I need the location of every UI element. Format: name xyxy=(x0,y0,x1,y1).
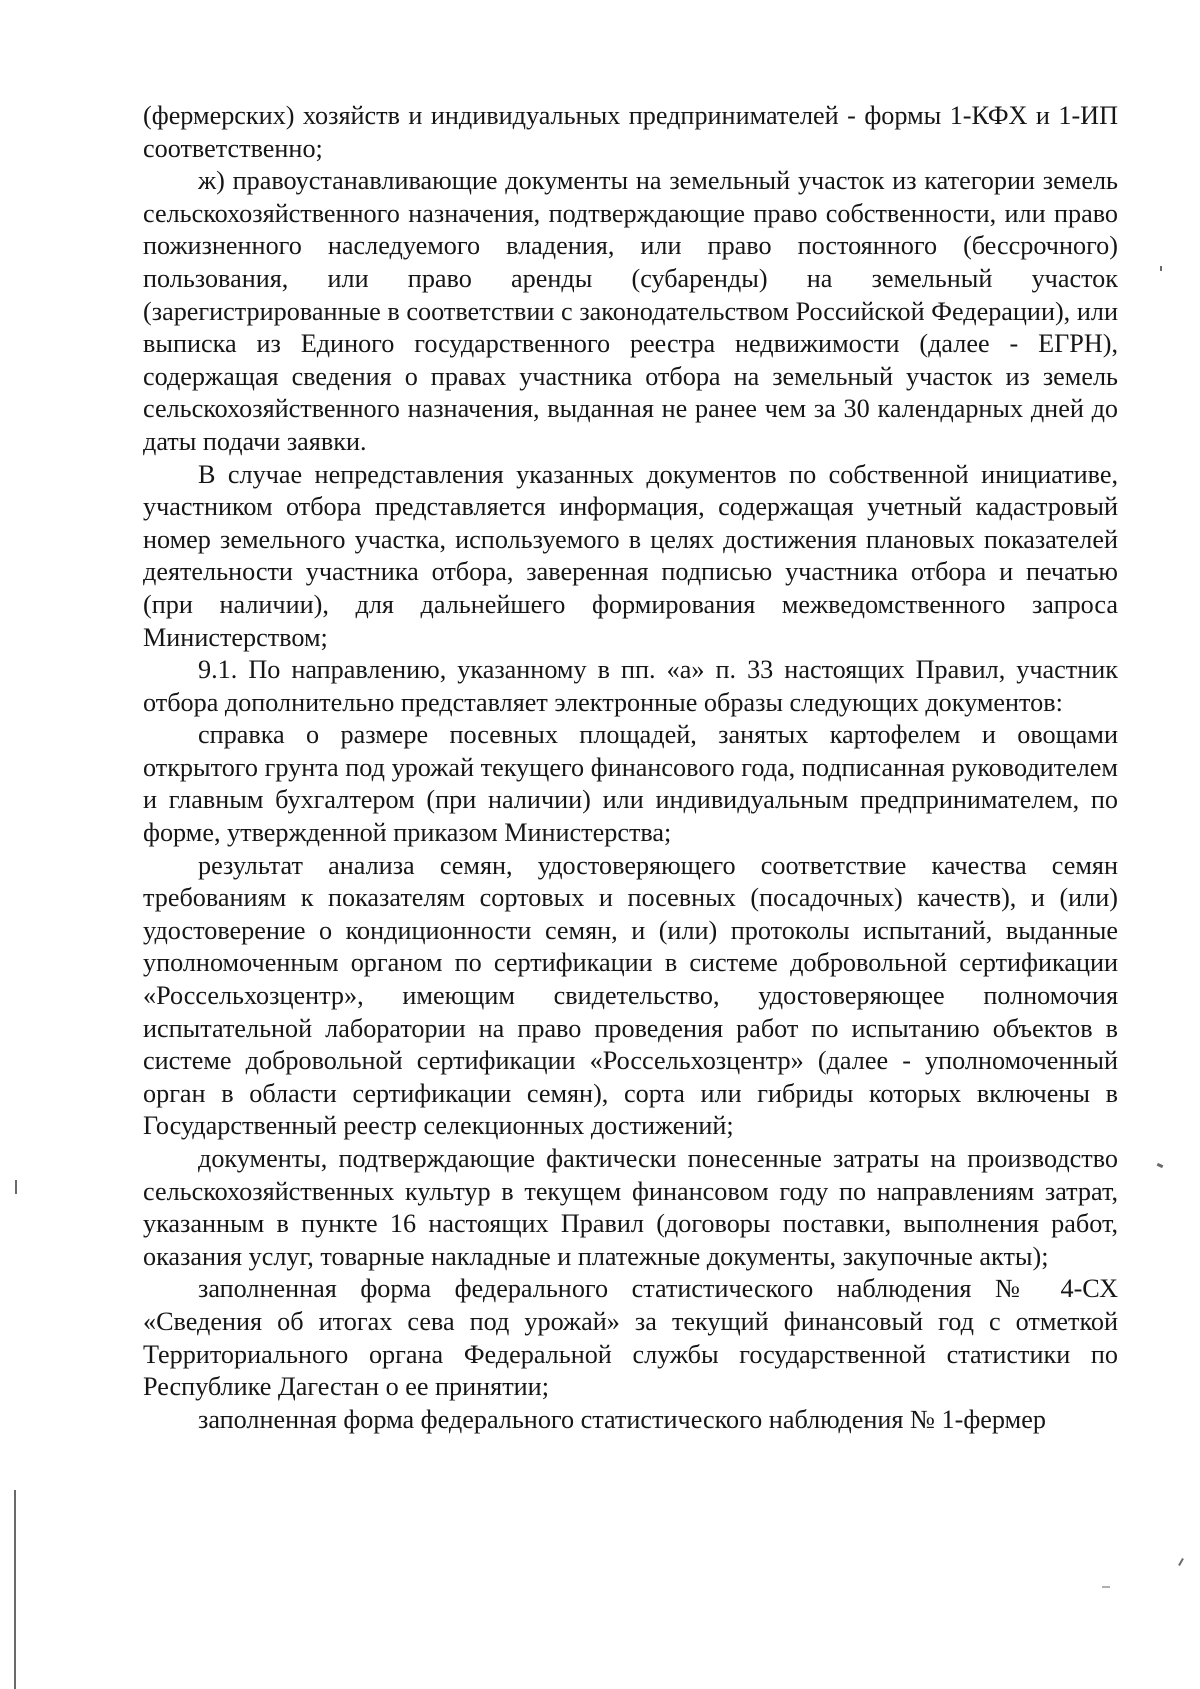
paragraph-continuation: (фермерских) хозяйств и индивидуальных предпринимателей - формы 1-КФХ и 1-ИП соответственно; xyxy=(143,101,1118,163)
scan-artifact-right-tick xyxy=(1157,1163,1164,1168)
document-body xyxy=(143,100,1118,1436)
paragraph-item-zh: ж) правоустанавливающие документы на земельный участок из категории земель сельскохозяйственного назначения, подтверждающие право собственности, или право пожизненного наследуемого владения, или право постоянного (бессрочного) пользования, или право аренды (субаренды) на земельный участок (зарегистрированные в соответствии с законодательством Российской Федерации), или выписка из Единого государственного реестра недвижимости (далее - ЕГРН), содержащая сведения о правах участника отбора на земельный участок из земель сельскохозяйственного назначения, выданная не ранее чем за 30 календарных дней до даты подачи заявки. xyxy=(143,166,1118,456)
paragraph-form-1-fermer: заполненная форма федерального статистического наблюдения № 1-фермер xyxy=(198,1404,1046,1434)
scan-artifact-right-dash xyxy=(1178,1558,1184,1566)
paragraph-nonsubmission: В случае непредставления указанных документов по собственной инициативе, участником отбора представляется информация, содержащая учетный кадастровый номер земельного участка, используемого в целях достижения плановых показателей деятельности участника отбора, заверенная подписью участника отбора и печатью (при наличии), для дальнейшего формирования межведомственного запроса Министерством; xyxy=(143,459,1118,652)
paragraph-sown-area-certificate: справка о размере посевных площадей, занятых картофелем и овощами открытого грунта под урожай текущего финансового года, подписанная руководителем и главным бухгалтером (при наличии) или индивидуальным предпринимателем, по форме, утвержденной приказом Министерства; xyxy=(143,720,1118,848)
scan-artifact-left-tick xyxy=(15,1180,17,1194)
scan-artifact-right-speck xyxy=(1102,1586,1110,1588)
paragraph-cost-documents: документы, подтверждающие фактически понесенные затраты на производство сельскохозяйственных культур в текущем финансовом году по направлениям затрат, указанным в пункте 16 настоящих Правил (договоры поставки, выполнения работ, оказания услуг, товарные накладные и платежные документы, закупочные акты); xyxy=(143,1144,1118,1271)
scan-artifact-right-dot xyxy=(1160,266,1162,271)
paragraph-9-1: 9.1. По направлению, указанному в пп. «а» п. 33 настоящих Правил, участник отбора дополнительно представляет электронные образы следующих документов: xyxy=(143,655,1118,717)
paragraph-seed-analysis: результат анализа семян, удостоверяющего соответствие качества семян требованиям к показателям сортовых и посевных (посадочных) качеств), и (или) удостоверение о кондиционности семян, и (или) протоколы испытаний, выданные уполномоченным органом по сертификации в системе добровольной сертификации «Россельхозцентр», имеющим свидетельство, удостоверяющее полномочия испытательной лаборатории на право проведения работ по испытанию объектов в системе добровольной сертификации «Россельхозцентр» (далее - уполномоченный орган в области сертификации семян), сорта или гибриды которых включены в Государственный реестр селекционных достижений; xyxy=(143,850,1118,1141)
scan-artifact-left-line xyxy=(14,1490,16,1689)
paragraph-form-4-sx: заполненная форма федерального статистического наблюдения № 4-СХ «Сведения об итогах сева под урожай» за текущий финансовый год с отметкой Территориального органа Федеральной службы государственной статистики по Республике Дагестан о ее принятии; xyxy=(143,1274,1118,1402)
